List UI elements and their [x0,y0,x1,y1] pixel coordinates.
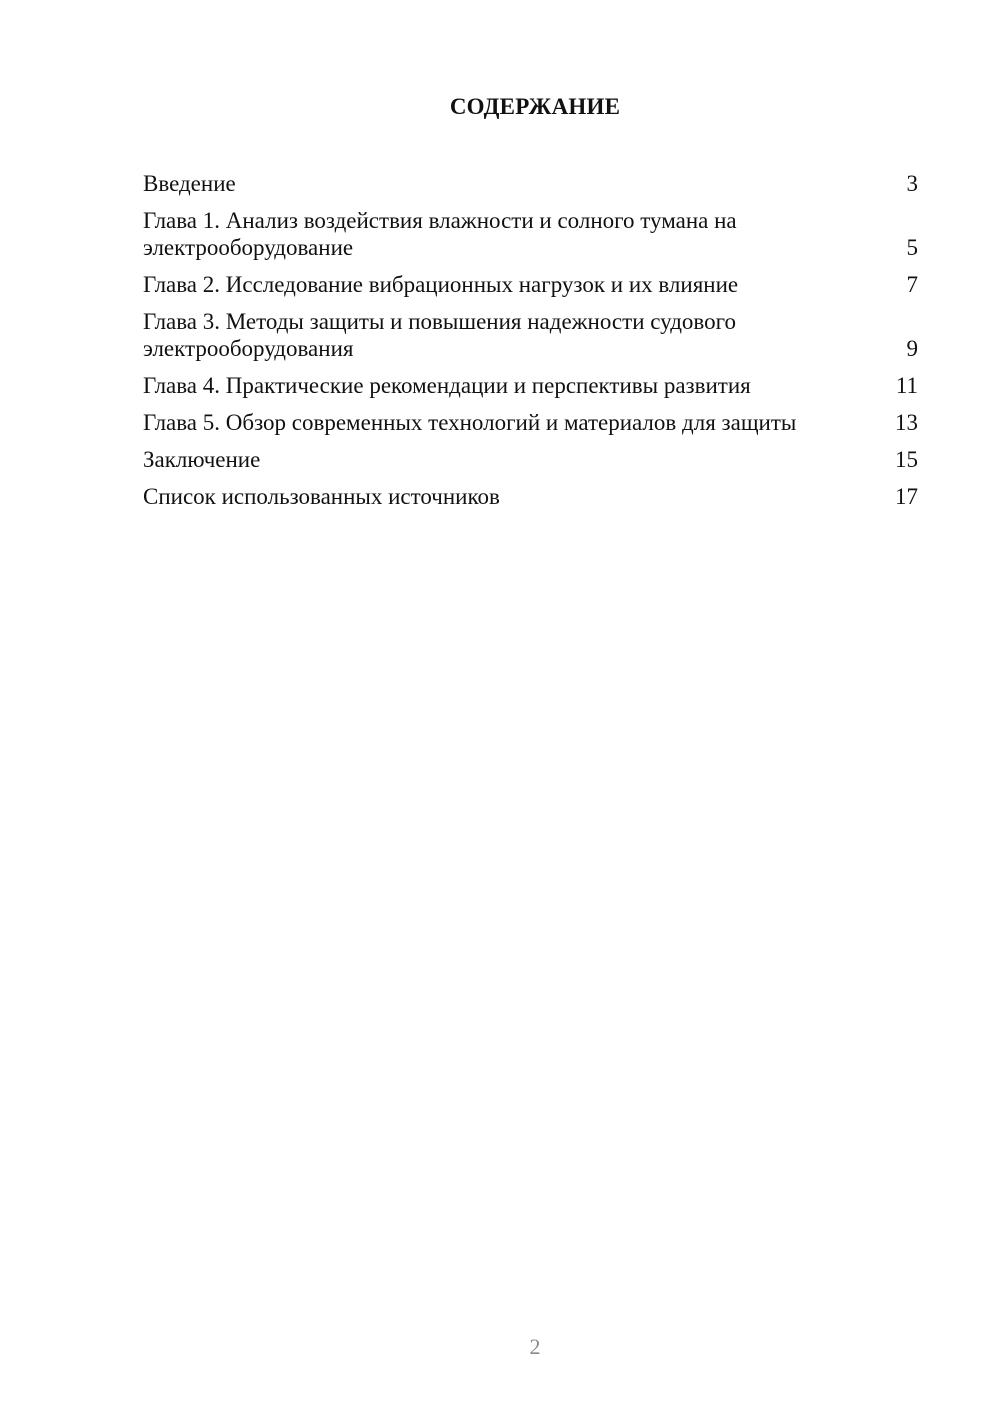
toc-entry [143,170,918,197]
toc-entry [143,446,918,473]
toc-entry-page-number: 17 [895,484,918,509]
toc-entry [143,483,918,510]
page-number: 2 [529,1334,541,1359]
toc-entry-title: Список использованных источников [143,484,500,509]
toc-entry-title: Глава 3. Методы защиты и повышения надежности судового электрооборудования [143,309,736,361]
toc-entry-page-number: 13 [895,410,918,435]
toc-entry [143,409,918,436]
toc-entry-page-number: 11 [895,373,918,398]
toc-entry [143,372,918,399]
toc-entry [143,271,918,298]
toc-entry [143,207,918,261]
page-title: СОДЕРЖАНИЕ [449,94,621,119]
toc-entry-title: Глава 2. Исследование вибрационных нагрузок и их влияние [143,272,739,297]
toc-entry-page-number: 3 [906,171,918,196]
toc-entry-page-number: 7 [906,272,918,297]
table-of-contents [143,170,918,520]
toc-entry-page-number: 15 [895,447,918,472]
toc-entry-title: Глава 1. Анализ воздействия влажности и солного тумана на электрооборудование [143,208,737,260]
toc-entry-title: Заключение [143,447,261,472]
toc-entry-page-number: 9 [906,336,918,361]
toc-entry [143,308,918,362]
toc-entry-page-number: 5 [906,235,918,260]
toc-entry-title: Глава 5. Обзор современных технологий и материалов для защиты [143,410,797,435]
toc-entry-title: Глава 4. Практические рекомендации и перспективы развития [143,373,751,398]
toc-entry-title: Введение [143,171,236,196]
